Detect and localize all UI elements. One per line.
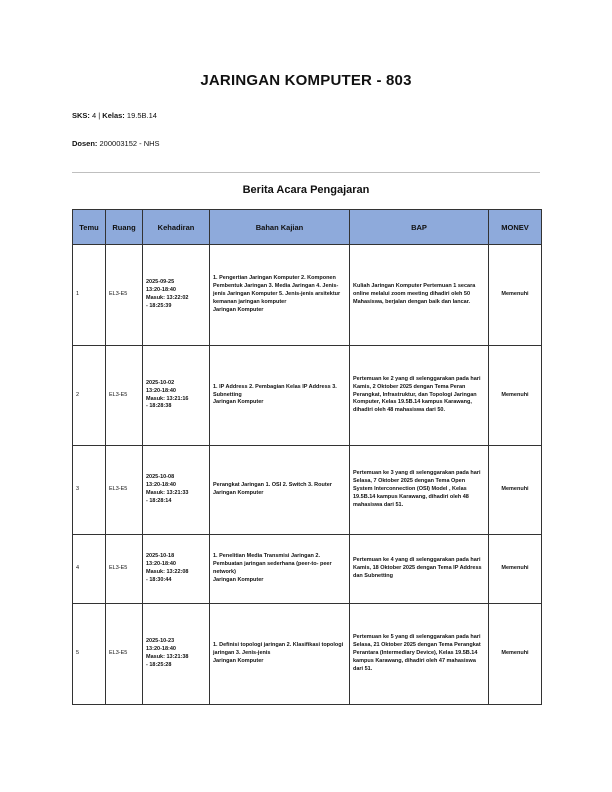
cell-bap: Pertemuan ke 4 yang di selenggarakan pada hari Kamis, 18 Oktober 2025 dengan Tema IP Address dan Subnetting	[350, 535, 489, 604]
bahan-text: 1. Pengertian Jaringan Komputer 2. Komponen Pembentuk Jaringan 3. Media Jaringan 4. Jenis-jenis Jaringan Komputer 5. Jenis-jenis arsitektur kemanan jaringan komputer Jaringan Komputer	[213, 275, 341, 313]
cell-ruang: EL3-E5	[106, 604, 143, 705]
bahan-text: 1. IP Address 2. Pembagian Kelas IP Address 3. Subnetting Jaringan Komputer	[213, 383, 337, 406]
cell-bahan-kajian	[210, 535, 350, 604]
cell-temu: 4	[73, 535, 106, 604]
kelas-value: 19.5B.14	[124, 111, 157, 120]
table-row	[73, 604, 542, 705]
cell-temu: 5	[73, 604, 106, 705]
cell-kehadiran	[143, 604, 210, 705]
cell-bahan-kajian	[210, 446, 350, 535]
table-row	[73, 245, 542, 346]
table-row	[73, 535, 542, 604]
cell-temu: 2	[73, 346, 106, 446]
cell-monev: Memenuhi	[489, 604, 542, 705]
cell-bap: Pertemuan ke 5 yang di selenggarakan pada hari Selasa, 21 Oktober 2025 dengan Tema Perangkat Perantara (Intermediary Device), Kelas 19.5B.14 kampus Karawang, dihadiri oleh 47 mahasiswa dari 51.	[350, 604, 489, 705]
kelas-label: Kelas:	[102, 111, 125, 120]
cell-bahan-kajian	[210, 245, 350, 346]
header-bahan-kajian: Bahan Kajian	[210, 210, 350, 245]
divider	[72, 172, 540, 173]
cell-kehadiran	[143, 245, 210, 346]
cell-bap: Kuliah Jaringan Komputer Pertemuan 1 secara online melalui zoom meeting dihadiri oleh 50 Mahasiswa, berjalan dengan baik dan lancar.	[350, 245, 489, 346]
table-row	[73, 346, 542, 446]
header-monev: MONEV	[489, 210, 542, 245]
cell-ruang: EL3-E5	[106, 535, 143, 604]
header-ruang: Ruang	[106, 210, 143, 245]
cell-monev: Memenuhi	[489, 245, 542, 346]
kehadiran-text: 2025-10-18 13:20-18:40 Masuk: 13:22:08 - 18:30:44	[146, 553, 189, 583]
cell-monev: Memenuhi	[489, 446, 542, 535]
cell-temu: 3	[73, 446, 106, 535]
cell-monev: Memenuhi	[489, 535, 542, 604]
course-meta	[72, 111, 157, 120]
dosen-value: 200003152 - NHS	[97, 139, 160, 148]
cell-kehadiran	[143, 446, 210, 535]
header-kehadiran: Kehadiran	[143, 210, 210, 245]
bahan-text: Perangkat Jaringan 1. OSI 2. Switch 3. Router Jaringan Komputer	[213, 482, 332, 496]
cell-kehadiran	[143, 535, 210, 604]
cell-ruang: EL3-E5	[106, 245, 143, 346]
cell-temu: 1	[73, 245, 106, 346]
sks-value: 4 |	[89, 111, 103, 120]
cell-ruang: EL3-E5	[106, 346, 143, 446]
cell-bahan-kajian	[210, 604, 350, 705]
kehadiran-text: 2025-10-23 13:20-18:40 Masuk: 13:21:38 - 18:25:28	[146, 638, 189, 668]
section-title: Berita Acara Pengajaran	[242, 184, 370, 196]
cell-ruang: EL3-E5	[106, 446, 143, 535]
kehadiran-text: 2025-10-02 13:20-18:40 Masuk: 13:21:16 - 18:28:38	[146, 379, 189, 410]
cell-monev: Memenuhi	[489, 346, 542, 446]
cell-bahan-kajian	[210, 346, 350, 446]
bahan-text: 1. Definisi topologi jaringan 2. Klasifikasi topologi jaringan 3. Jenis-jenis Jaringan Komputer	[213, 642, 344, 664]
cell-bap: Pertemuan ke 2 yang di selenggarakan pada hari Kamis, 2 Oktober 2025 dengan Tema Peran Perangkat, Infrastruktur, dan Topologi Jaringan Komputer, Kelas 19.5B.14 kampus Karawang, dihadiri oleh 48 mahasiswa dari 50.	[350, 346, 489, 446]
kehadiran-text: 2025-09-25 13:20-18:40 Masuk: 13:22:02 - 18:25:39	[146, 279, 189, 309]
bahan-text: 1. Penelitian Media Transmisi Jaringan 2. Pembuatan jaringan sederhana (peer-to- peer network) Jaringan Komputer	[213, 553, 332, 583]
header-bap: BAP	[350, 210, 489, 245]
table-row	[73, 446, 542, 535]
page-title: JARINGAN KOMPUTER - 803	[200, 72, 412, 89]
sks-label: SKS:	[72, 111, 90, 120]
lecturer-meta	[72, 139, 160, 148]
cell-bap: Pertemuan ke 3 yang di selenggarakan pada hari Selasa, 7 Oktober 2025 dengan Tema Open System Interconnection (OSI) Model , Kelas 19.5B.14 kampus Karawang, dihadiri oleh 48 mahasiswa dari 51.	[350, 446, 489, 535]
table-header-row	[73, 210, 542, 245]
kehadiran-text: 2025-10-08 13:20-18:40 Masuk: 13:21:33 - 18:28:14	[146, 474, 189, 504]
bap-table	[72, 209, 542, 705]
dosen-label: Dosen:	[72, 139, 98, 148]
cell-kehadiran	[143, 346, 210, 446]
header-temu: Temu	[73, 210, 106, 245]
